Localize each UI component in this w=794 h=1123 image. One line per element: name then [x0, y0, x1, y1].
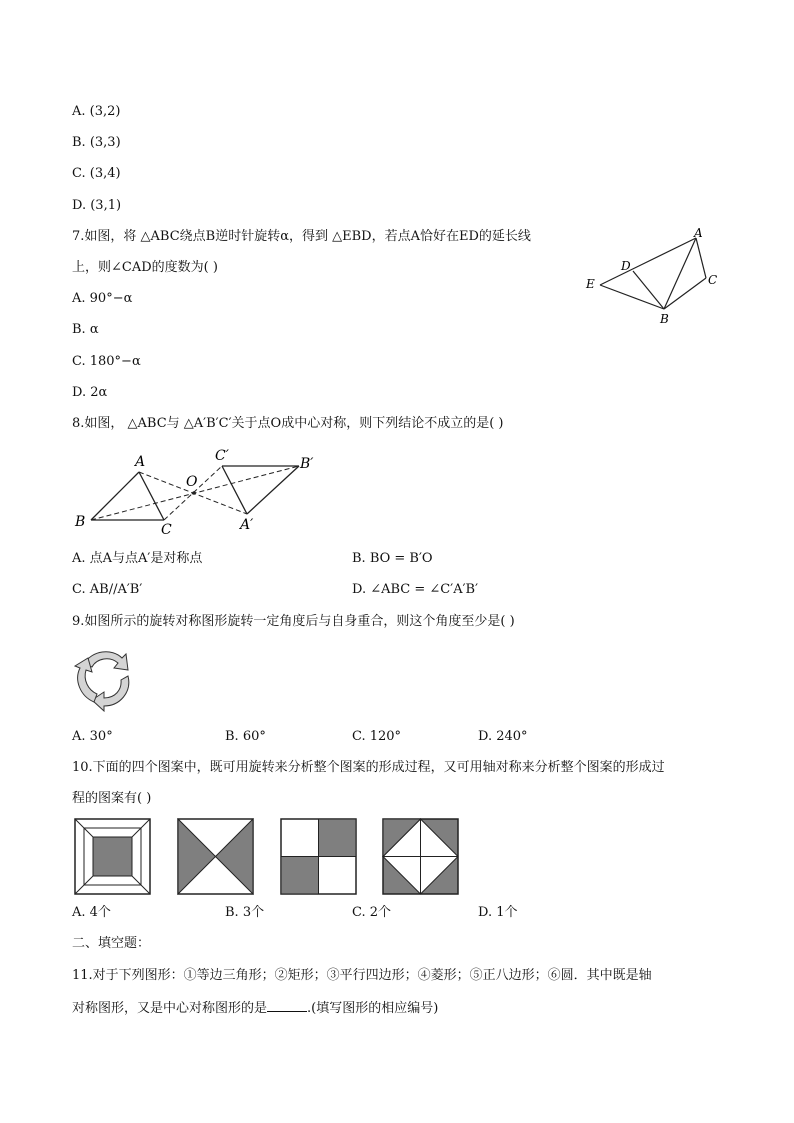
q11-line1: 11.对于下列图形：①等边三角形；②矩形；③平行四边形；④菱形；⑤正八边形；⑥圆．其中既是轴: [72, 968, 652, 983]
q10-option-b: B. 3个: [225, 905, 265, 920]
q8-label-c: C: [161, 522, 172, 538]
q6-option-c: C. (3,4): [72, 166, 121, 181]
q11-line2: [72, 999, 438, 1017]
q6-option-d: D. (3,1): [72, 198, 122, 213]
q10-pattern-4: [382, 818, 459, 895]
q7-option-a: A. 90°−α: [72, 291, 133, 306]
q7-line-BC: [664, 278, 706, 309]
q9-option-c: C. 120°: [352, 729, 402, 744]
q7-figure: [580, 224, 730, 330]
q8-label-a: A: [135, 454, 146, 470]
q8-option-c: C. AB//A′B′: [72, 582, 143, 597]
q8-label-b-prime: B′: [300, 456, 314, 472]
q8-label-c-prime: C′: [215, 448, 229, 464]
q7-stem-line1: 7.如图，将 △ABC绕点B逆时针旋转α，得到 △EBD，若点A恰好在ED的延长线: [72, 229, 531, 244]
q9-stem: 9.如图所示的旋转对称图形旋转一定角度后与自身重合，则这个角度至少是( ): [72, 614, 515, 629]
q7-label-e: E: [586, 277, 595, 291]
section-heading-fill-in: 二、填空题：: [72, 936, 151, 951]
q8-figure: [72, 448, 332, 538]
q7-option-d: D. 2α: [72, 385, 108, 400]
q6-option-a: A. (3,2): [72, 104, 121, 119]
q7-line-EA: [600, 238, 696, 285]
q7-label-d: D: [621, 259, 631, 273]
q8-label-b: B: [75, 514, 86, 530]
q8-point-o: [192, 491, 196, 495]
q11-line2-before: 对称图形，又是中心对称图形的是: [72, 1001, 268, 1016]
q10-pattern-1: [74, 818, 151, 895]
q7-label-a: A: [694, 226, 703, 240]
q8-line-BA: [91, 472, 139, 520]
q9-option-a: A. 30°: [72, 729, 113, 744]
q11-line2-after: .(填写图形的相应编号): [307, 1001, 439, 1016]
q9-option-d: D. 240°: [478, 729, 528, 744]
q8-label-a-prime: A′: [240, 517, 254, 533]
q7-option-c: C. 180°−α: [72, 354, 141, 369]
q9-recycle-figure: [70, 642, 138, 712]
q10-stem-line1: 10.下面的四个图案中，既可用旋转来分析整个图案的形成过程，又可用轴对称来分析整个图案的形成过: [72, 760, 665, 775]
q8-option-a: A. 点A与点A′是对称点: [72, 551, 203, 566]
q8-option-b: B. BO = B′O: [352, 551, 433, 566]
q10-option-c: C. 2个: [352, 905, 392, 920]
q7-label-c: C: [708, 273, 718, 287]
q9-arrow-2: [92, 676, 129, 711]
q10-stem-line2: 程的图案有( ): [72, 791, 152, 806]
q7-line-AC: [696, 238, 706, 278]
q8-line-AC: [139, 472, 164, 520]
q11-answer-blank[interactable]: [267, 999, 307, 1012]
q8-option-d: D. ∠ABC = ∠C′A′B′: [352, 582, 479, 597]
q9-option-b: B. 60°: [225, 729, 266, 744]
q6-option-b: B. (3,3): [72, 135, 121, 150]
q7-line-AB: [664, 238, 696, 309]
q10-pattern-2: [177, 818, 254, 895]
q7-label-b: B: [660, 312, 669, 326]
q8-stem: 8.如图， △ABC与 △A′B′C′关于点O成中心对称，则下列结论不成立的是( ): [72, 416, 504, 431]
q8-label-o: O: [186, 474, 198, 490]
q10-option-d: D. 1个: [478, 905, 518, 920]
q10-option-a: A. 4个: [72, 905, 111, 920]
q10-pattern-3: [280, 818, 357, 895]
q7-option-b: B. α: [72, 322, 99, 337]
q7-stem-line2: 上，则∠CAD的度数为( ): [72, 260, 218, 275]
q8-line-C2A2: [222, 466, 247, 514]
